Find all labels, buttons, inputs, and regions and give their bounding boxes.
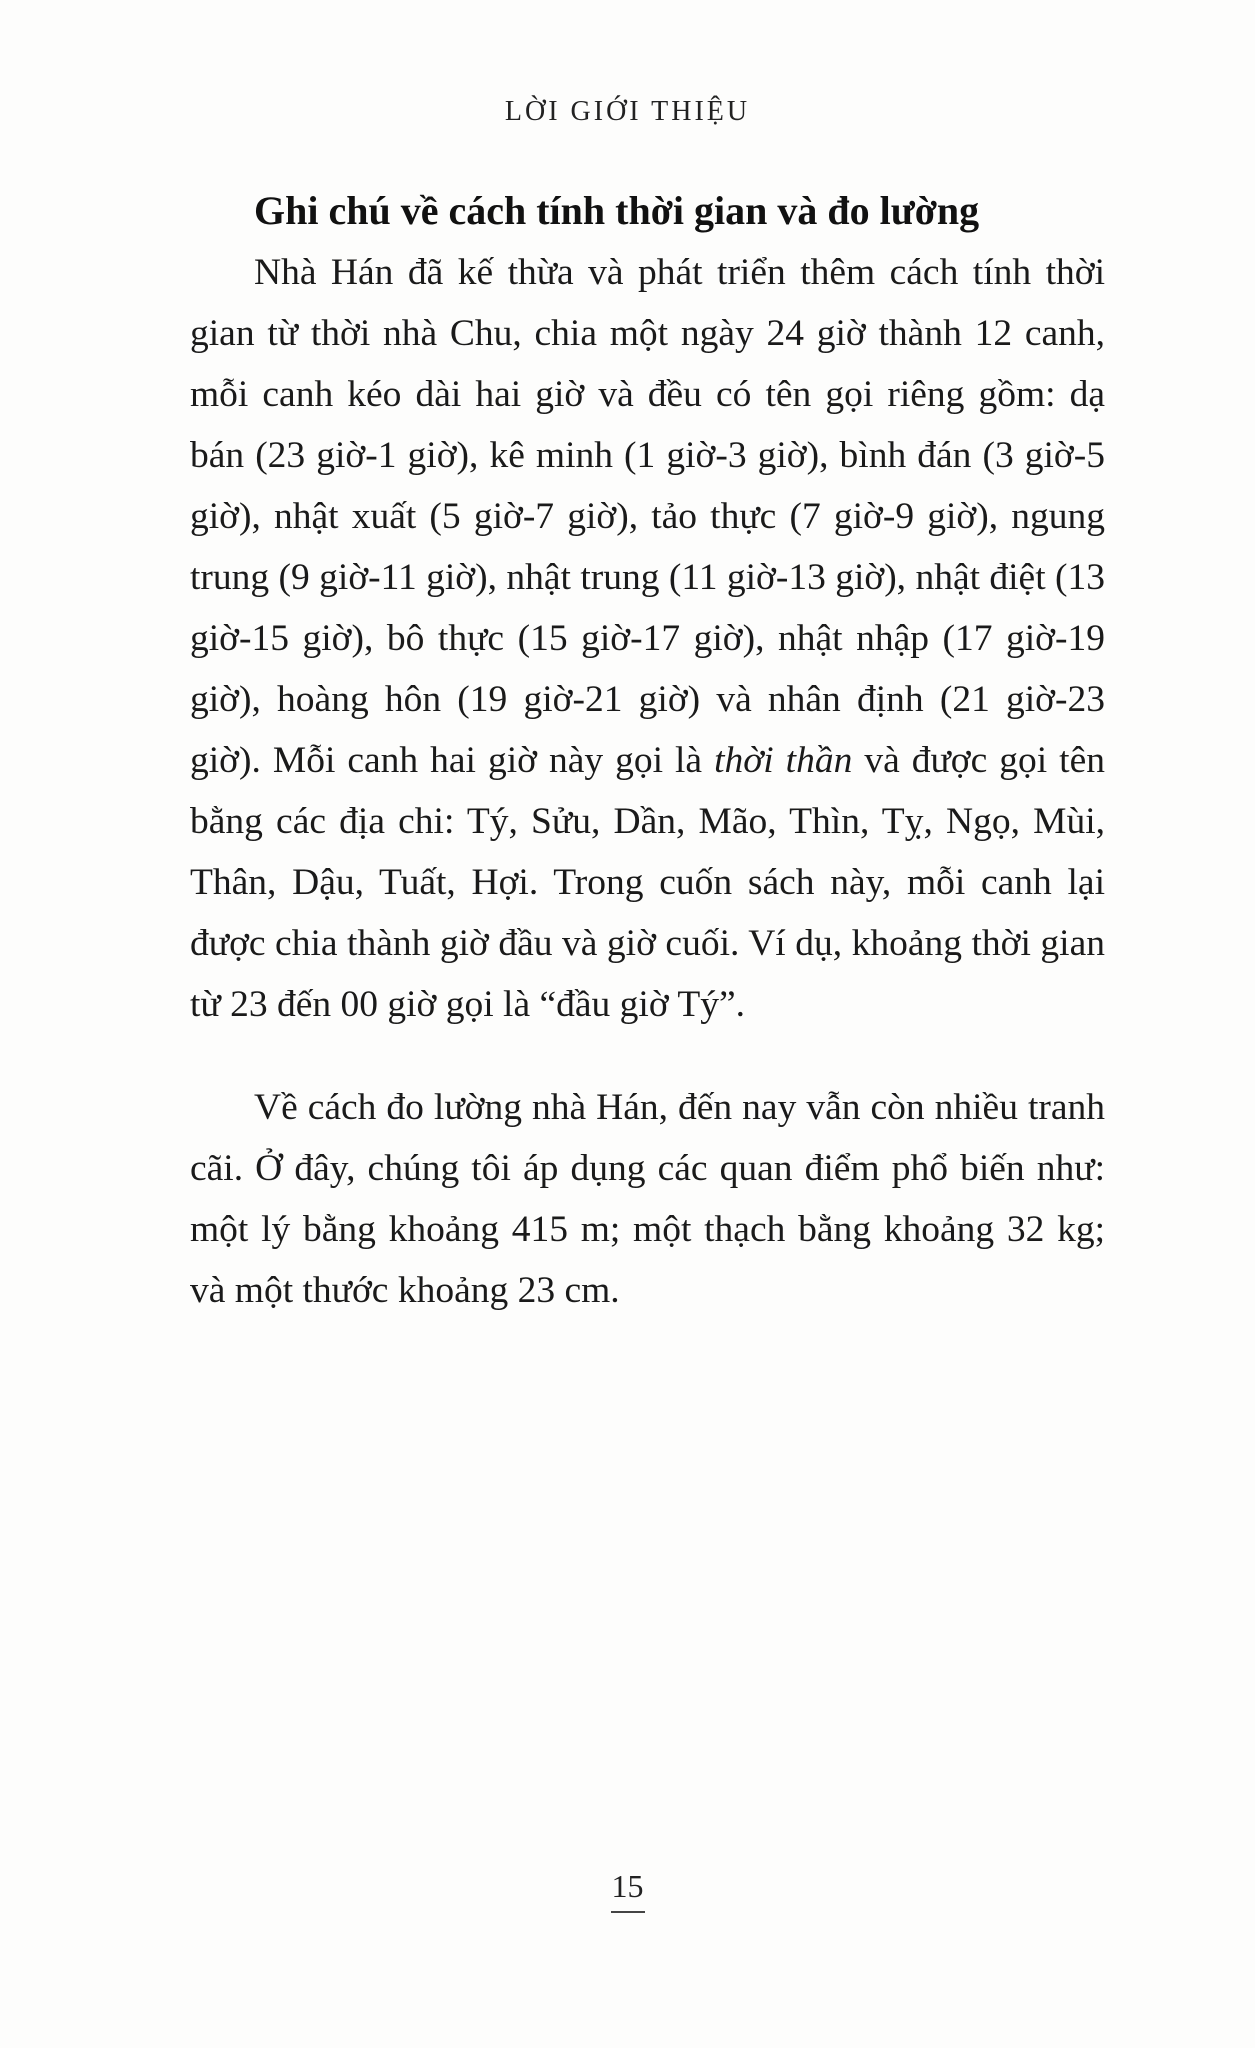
page-footer [0,1868,1255,1913]
page-number-rule [611,1911,645,1913]
paragraph-time-system [190,242,1105,1035]
section-title: Ghi chú về cách tính thời gian và đo lường [254,188,980,233]
paragraph-text: Nhà Hán đã kế thừa và phát triển thêm cách tính thời gian từ thời nhà Chu, chia một ngày 24 giờ thành 12 canh, mỗi canh kéo dài hai giờ và đều có tên gọi riêng gồm: dạ bán (23 giờ-1 giờ), kê minh (1 giờ-3 giờ), bình đán (3 giờ-5 giờ), nhật xuất (5 giờ-7 giờ), tảo thực (7 giờ-9 giờ), ngung trung (9 giờ-11 giờ), nhật trung (11 giờ-13 giờ), nhật điệt (13 giờ-15 giờ), bô thực (15 giờ-17 giờ), nhật nhập (17 giờ-19 giờ), hoàng hôn (19 giờ-21 giờ) và nhân định (21 giờ-23 giờ). Mỗi canh hai giờ này gọi là [190,252,1105,781]
paragraph-measurement: Về cách đo lường nhà Hán, đến nay vẫn còn nhiều tranh cãi. Ở đây, chúng tôi áp dụng các quan điểm phổ biến như: một lý bằng khoảng 415 m; một thạch bằng khoảng 32 kg; và một thước khoảng 23 cm. [190,1087,1105,1311]
paragraph-text: và được gọi tên bằng các địa chi: Tý, Sửu, Dần, Mão, Thìn, Tỵ, Ngọ, Mùi, Thân, Dậu, Tuất, Hợi. Trong cuốn sách này, mỗi canh lại được chia thành giờ đầu và giờ cuối. Ví dụ, khoảng thời gian từ 23 đến 00 giờ gọi là “đầu giờ Tý”. [190,740,1105,1025]
page-number: 15 [611,1868,644,1904]
italic-term: thời thần [714,740,853,781]
page-content [190,180,1105,1321]
running-header: LỜI GIỚI THIỆU [504,96,751,127]
